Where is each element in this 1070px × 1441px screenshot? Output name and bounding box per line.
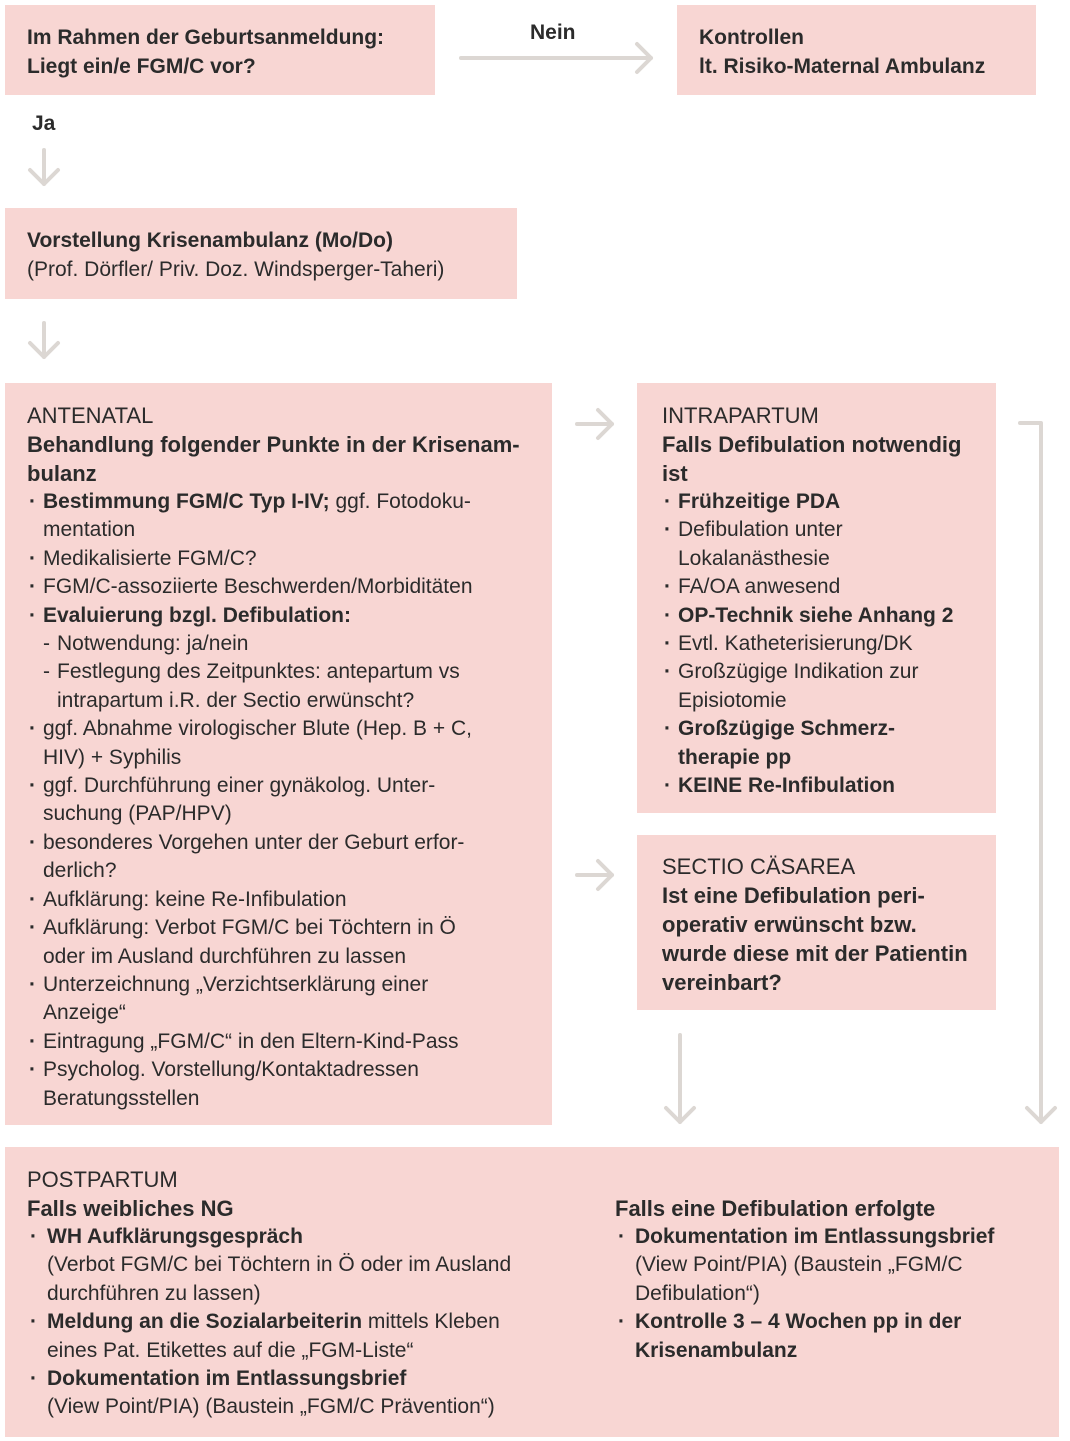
item-text: ggf. Durchführung einer gynäkolog. Unter- xyxy=(43,774,436,798)
postpartum-right-subtitle: Falls eine Defibulation erfolgte xyxy=(615,1196,936,1221)
start-question-box xyxy=(5,5,435,95)
item-text: Anzeige“ xyxy=(43,1001,126,1025)
start-question-line-2: Liegt ein/e FGM/C vor? xyxy=(27,54,256,78)
intrapartum-list xyxy=(662,488,996,800)
sectio-line-4: vereinbart? xyxy=(662,970,782,995)
intrapartum-title: INTRAPARTUM xyxy=(662,403,819,428)
arrow-sectio-to-postpartum xyxy=(666,1035,694,1122)
postpartum-left-list xyxy=(27,1223,597,1422)
arrow-crisis-to-antenatal xyxy=(30,323,58,357)
item-text: eines Pat. Etikettes auf die „FGM-Liste“ xyxy=(47,1338,414,1362)
item-text: therapie pp xyxy=(678,745,792,769)
item-bold-text: Bestimmung FGM/C Typ I-IV; xyxy=(43,490,330,513)
list-item: · Medikalisierte FGM/C? xyxy=(27,545,552,573)
intrapartum-subtitle-2: ist xyxy=(662,461,688,486)
sectio-line-3: wurde diese mit der Patientin xyxy=(662,941,968,966)
list-item xyxy=(27,1308,597,1365)
arrow-antenatal-to-sectio xyxy=(577,861,612,889)
antenatal-subtitle-2: bulanz xyxy=(27,461,97,486)
item-text: Kontrolle 3 – 4 Wochen pp in der xyxy=(635,1310,962,1334)
yes-label: Ja xyxy=(32,112,56,135)
list-item: · FA/OA anwesend xyxy=(662,573,996,601)
item-text: derlich? xyxy=(43,859,117,883)
item-text: Krisenambulanz xyxy=(635,1338,798,1362)
item-text: Unterzeichnung „Verzichtserklärung einer xyxy=(43,972,429,996)
antenatal-list xyxy=(27,488,552,1113)
sectio-box xyxy=(637,835,996,1010)
list-item: · Evaluierung bzgl. Defibulation: xyxy=(27,602,552,630)
list-item xyxy=(27,829,552,886)
list-item: · Evtl. Katheterisierung/DK xyxy=(662,630,996,658)
list-item xyxy=(27,971,552,1028)
list-item: · Aufklärung: keine Re-Infibulation xyxy=(27,886,552,914)
list-item xyxy=(662,516,996,573)
postpartum-box xyxy=(5,1147,1059,1437)
list-item xyxy=(27,772,552,829)
item-text: Großzügige Schmerz- xyxy=(678,717,896,741)
item-text: Defibulation unter xyxy=(678,518,843,542)
list-item xyxy=(27,715,552,772)
list-item xyxy=(662,658,996,715)
item-text: oder im Ausland durchführen zu lassen xyxy=(43,944,407,968)
postpartum-right-column xyxy=(615,1194,1045,1365)
item-text: Großzügige Indikation zur xyxy=(678,660,919,684)
item-text: (View Point/PIA) (Baustein „FGM/C xyxy=(635,1253,963,1277)
arrow-yes-to-crisis xyxy=(30,150,58,184)
list-subitem: - Notwendung: ja/nein xyxy=(27,630,552,658)
item-bold-text: Meldung an die Sozialarbeiterin xyxy=(47,1310,363,1334)
arrow-no-to-controls xyxy=(461,44,651,72)
list-item: · FGM/C-assoziierte Beschwerden/Morbiditäten xyxy=(27,573,552,601)
controls-line-2: lt. Risiko-Maternal Ambulanz xyxy=(699,54,986,78)
item-text: mentation xyxy=(43,518,136,542)
list-item xyxy=(27,488,552,545)
item-text: Festlegung des Zeitpunktes: antepartum vs xyxy=(57,660,460,684)
intrapartum-subtitle-1: Falls Defibulation notwendig xyxy=(662,432,962,457)
list-item xyxy=(27,1056,552,1113)
sectio-title: SECTIO CÄSAREA xyxy=(662,854,856,879)
item-text: ggf. Fotodoku- xyxy=(329,490,471,513)
start-question-line-1: Im Rahmen der Geburtsanmeldung: xyxy=(27,26,385,49)
item-text: Lokalanästhesie xyxy=(678,546,830,570)
intrapartum-box xyxy=(637,383,996,813)
arrow-antenatal-to-intrapartum xyxy=(577,410,612,438)
item-text: (Verbot FGM/C bei Töchtern in Ö oder im Ausland xyxy=(47,1253,512,1277)
antenatal-subtitle-1: Behandlung folgender Punkte in der Krisenam- xyxy=(27,432,520,457)
controls-box xyxy=(677,5,1036,95)
list-item xyxy=(662,715,996,772)
list-subitem xyxy=(27,658,552,715)
antenatal-box xyxy=(5,383,552,1125)
item-text: besonderes Vorgehen unter der Geburt erfor- xyxy=(43,830,465,854)
crisis-line-2: (Prof. Dörfler/ Priv. Doz. Windsperger-Taheri) xyxy=(27,257,445,281)
arrow-intrapartum-to-postpartum xyxy=(1020,423,1055,1122)
controls-line-1: Kontrollen xyxy=(699,26,804,49)
list-item: · KEINE Re-Infibulation xyxy=(662,772,996,800)
item-text: Psycholog. Vorstellung/Kontaktadressen xyxy=(43,1058,419,1082)
list-item: · Frühzeitige PDA xyxy=(662,488,996,516)
item-text: Beratungsstellen xyxy=(43,1086,200,1110)
postpartum-left-subtitle: Falls weibliches NG xyxy=(27,1196,234,1221)
list-item xyxy=(615,1223,1045,1308)
item-text: Aufklärung: Verbot FGM/C bei Töchtern in Ö xyxy=(43,916,456,940)
crisis-ambulance-box xyxy=(5,208,517,299)
list-item xyxy=(615,1308,1045,1365)
item-text: (View Point/PIA) (Baustein „FGM/C Prävention“) xyxy=(47,1395,495,1419)
item-text: mittels Kleben xyxy=(362,1310,500,1334)
postpartum-title: POSTPARTUM xyxy=(27,1167,178,1192)
postpartum-left-column xyxy=(27,1165,597,1422)
item-text: HIV) + Syphilis xyxy=(43,745,182,769)
item-text: ggf. Abnahme virologischer Blute (Hep. B + C, xyxy=(43,717,472,741)
item-text: intrapartum i.R. der Sectio erwünscht? xyxy=(57,688,415,712)
sectio-line-2: operativ erwünscht bzw. xyxy=(662,912,917,937)
no-label: Nein xyxy=(530,21,576,44)
crisis-line-1: Vorstellung Krisenambulanz (Mo/Do) xyxy=(27,229,393,252)
postpartum-right-list xyxy=(615,1223,1045,1365)
item-text: durchführen zu lassen) xyxy=(47,1281,261,1305)
item-text: Defibulation“) xyxy=(635,1281,760,1305)
list-item xyxy=(27,1365,597,1422)
antenatal-title: ANTENATAL xyxy=(27,403,154,428)
item-bold-text: Dokumentation im Entlassungsbrief xyxy=(47,1367,407,1391)
list-item: · OP-Technik siehe Anhang 2 xyxy=(662,602,996,630)
list-item xyxy=(27,1223,597,1308)
item-text: suchung (PAP/HPV) xyxy=(43,802,232,826)
item-text: Episiotomie xyxy=(678,688,787,712)
item-bold-text: WH Aufklärungsgespräch xyxy=(47,1225,303,1248)
sectio-line-1: Ist eine Defibulation peri- xyxy=(662,883,925,908)
list-item xyxy=(27,914,552,971)
item-bold-text: Dokumentation im Entlassungsbrief xyxy=(635,1225,995,1248)
list-item: · Eintragung „FGM/C“ in den Eltern-Kind-Pass xyxy=(27,1028,552,1056)
